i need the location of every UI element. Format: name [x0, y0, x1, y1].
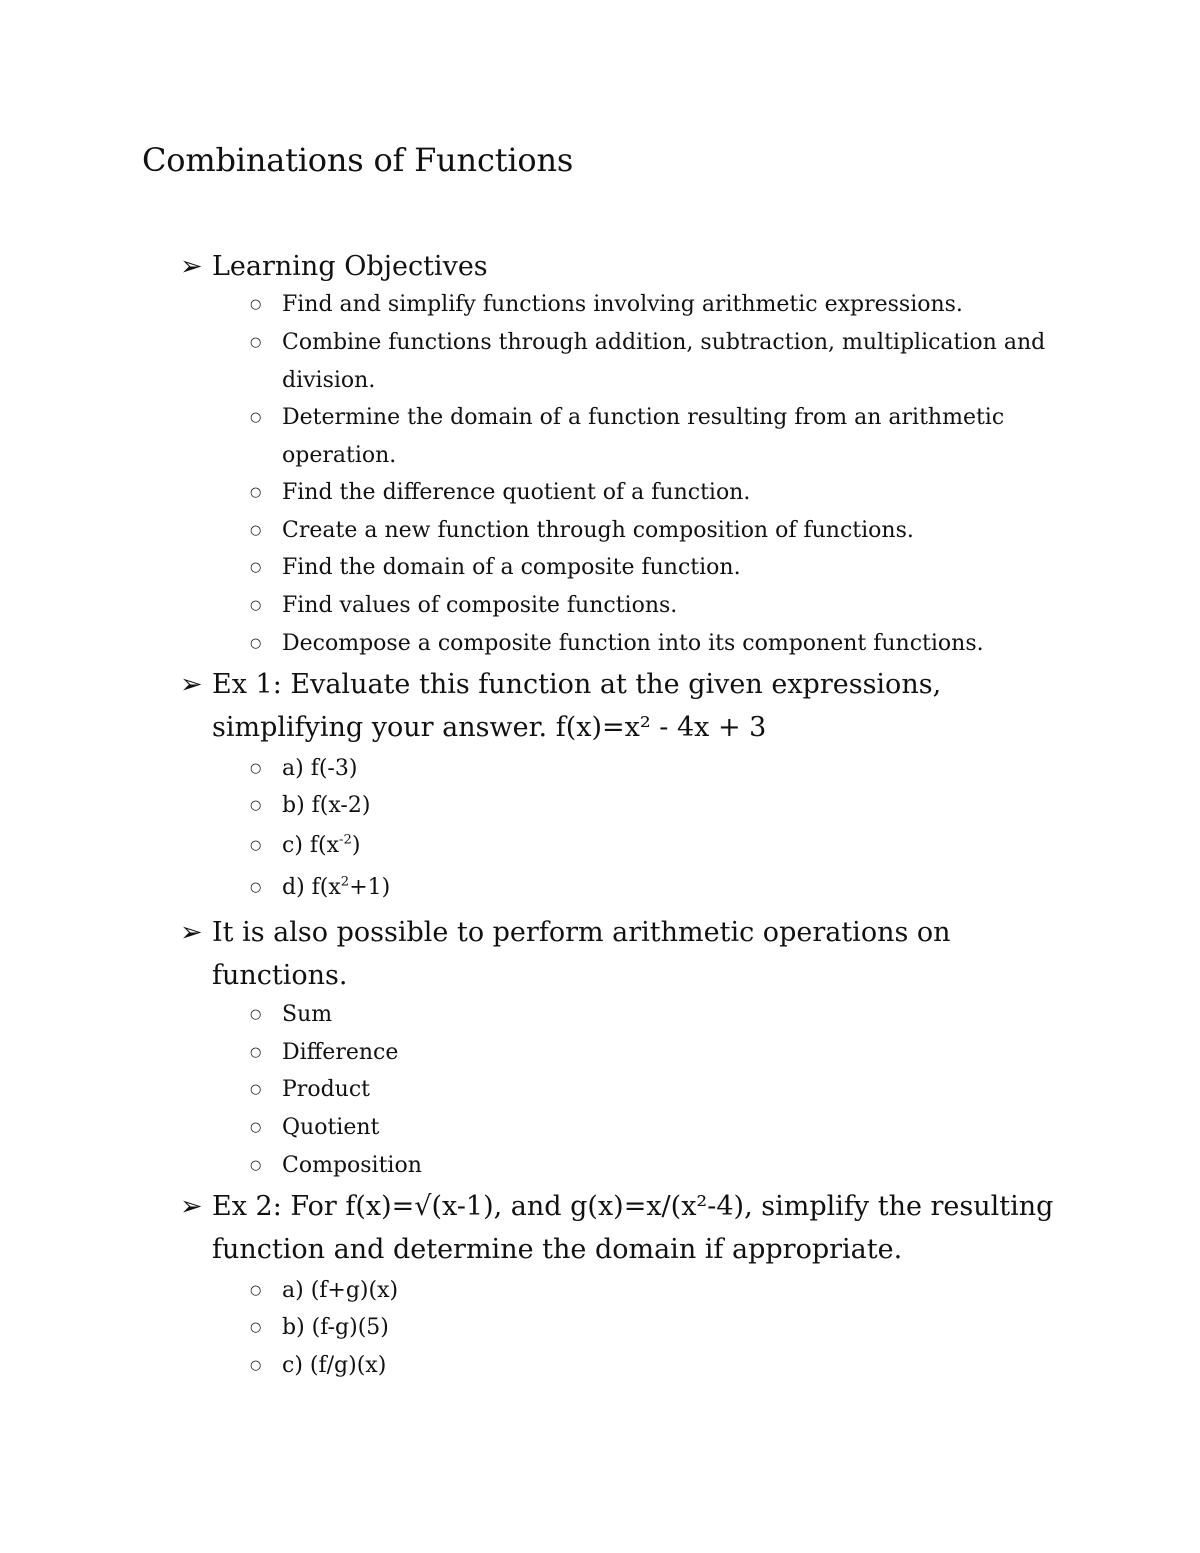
objective-item: ○ Find values of composite functions.	[250, 587, 1080, 625]
circle-bullet-icon: ○	[250, 1082, 262, 1097]
arrow-bullet-icon: ➢	[180, 669, 203, 700]
circle-bullet-icon: ○	[250, 880, 262, 895]
objective-item: ○ Find the difference quotient of a function.	[250, 474, 1080, 512]
operation-item: ○ Sum	[250, 996, 1080, 1034]
objective-item: ○ Determine the domain of a function resulting from an arithmetic operation.	[250, 399, 1080, 475]
circle-bullet-icon: ○	[250, 598, 262, 613]
objective-item: ○ Find and simplify functions involving arithmetic expressions.	[250, 286, 1080, 324]
circle-bullet-icon: ○	[250, 1283, 262, 1298]
ex1-item-d: ○ d) $f(x^2+1)$	[250, 869, 1080, 907]
ex1-heading: ➢ Ex 1: Evaluate this function at the given expressions, simplifying your answer. f(x)=x² - 4x + 3	[180, 663, 1060, 749]
circle-bullet-icon: ○	[250, 1045, 262, 1060]
objective-item: ○ Decompose a composite function into its component functions.	[250, 625, 1080, 663]
circle-bullet-icon: ○	[250, 1007, 262, 1022]
circle-bullet-icon: ○	[250, 560, 262, 575]
objective-item: ○ Create a new function through composition of functions.	[250, 512, 1080, 550]
circle-bullet-icon: ○	[250, 1158, 262, 1173]
ex1-item-c: ○ c) $f(x^{-2})$	[250, 827, 1080, 865]
circle-bullet-icon: ○	[250, 761, 262, 776]
circle-bullet-icon: ○	[250, 636, 262, 651]
operation-item: ○ Composition	[250, 1147, 1080, 1185]
operation-item: ○ Quotient	[250, 1109, 1080, 1147]
circle-bullet-icon: ○	[250, 335, 262, 350]
ex2-item-b: ○ b) (f-g)(5)	[250, 1309, 1080, 1347]
circle-bullet-icon: ○	[250, 485, 262, 500]
operation-item: ○ Difference	[250, 1034, 1080, 1072]
circle-bullet-icon: ○	[250, 1358, 262, 1373]
circle-bullet-icon: ○	[250, 297, 262, 312]
circle-bullet-icon: ○	[250, 1320, 262, 1335]
operations-heading: ➢ It is also possible to perform arithmetic operations on functions.	[180, 911, 1060, 997]
circle-bullet-icon: ○	[250, 410, 262, 425]
arrow-bullet-icon: ➢	[180, 251, 203, 282]
ex1-item-b: ○ b) f(x-2)	[250, 787, 1080, 825]
circle-bullet-icon: ○	[250, 523, 262, 538]
objectives-heading: ➢ Learning Objectives	[180, 245, 1060, 288]
arrow-bullet-icon: ➢	[180, 917, 203, 948]
page-title: Combinations of Functions	[142, 141, 574, 179]
circle-bullet-icon: ○	[250, 798, 262, 813]
objective-item: ○ Combine functions through addition, subtraction, multiplication and division.	[250, 324, 1080, 400]
operation-item: ○ Product	[250, 1071, 1080, 1109]
objective-item: ○ Find the domain of a composite function.	[250, 549, 1080, 587]
ex2-item-c: ○ c) (f/g)(x)	[250, 1347, 1080, 1385]
circle-bullet-icon: ○	[250, 838, 262, 853]
arrow-bullet-icon: ➢	[180, 1191, 203, 1222]
ex2-heading: ➢ Ex 2: For f(x)=√(x-1), and g(x)=x/(x²-4), simplify the resulting function and determine the domain if appropriate.	[180, 1185, 1060, 1271]
circle-bullet-icon: ○	[250, 1120, 262, 1135]
ex1-item-a: ○ a) f(-3)	[250, 750, 1080, 788]
ex2-item-a: ○ a) (f+g)(x)	[250, 1272, 1080, 1310]
